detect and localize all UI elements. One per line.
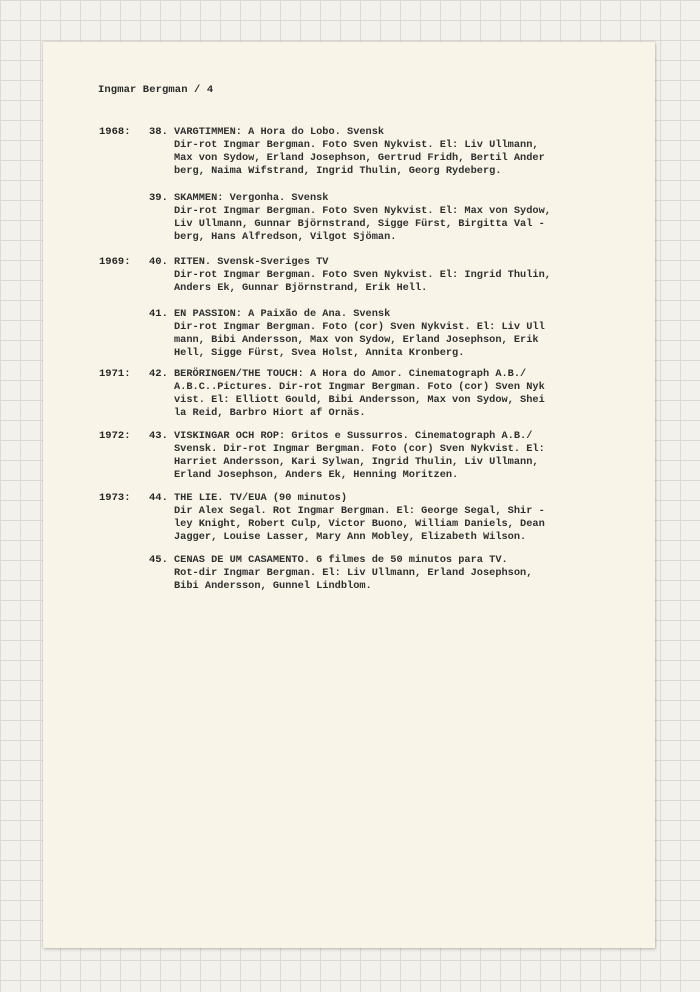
page-header: Ingmar Bergman / 4 (98, 84, 214, 96)
entry-line: SKAMMEN: Vergonha. Svensk (174, 192, 329, 204)
entry-number: 41. (149, 308, 168, 320)
entry-line: Dir-rot Ingmar Bergman. Foto (cor) Sven Nykvist. El: Liv Ull (174, 321, 545, 334)
entry-number: 39. (149, 192, 168, 204)
entry-line: RITEN. Svensk-Sveriges TV (174, 256, 329, 268)
entry-number: 45. (149, 554, 168, 566)
entry-year: 1969: (99, 256, 131, 268)
entry-line: Svensk. Dir-rot Ingmar Bergman. Foto (cor) Sven Nykvist. El: (174, 443, 545, 456)
entry-line: Dir-rot Ingmar Bergman. Foto Sven Nykvist. El: Ingrid Thulin, (174, 269, 551, 282)
entry-line: CENAS DE UM CASAMENTO. 6 filmes de 50 minutos para TV. (174, 554, 508, 566)
entry-line: Jagger, Louise Lasser, Mary Ann Mobley, Elizabeth Wilson. (174, 531, 527, 544)
entry-number: 42. (149, 368, 168, 380)
entry-line: Liv Ullmann, Gunnar Björnstrand, Sigge Fürst, Birgitta Val - (174, 218, 545, 231)
typed-document-page (43, 42, 655, 948)
entry-line: Bibi Andersson, Gunnel Lindblom. (174, 580, 372, 593)
entry-line: Dir-rot Ingmar Bergman. Foto Sven Nykvist. El: Max von Sydow, (174, 205, 551, 218)
entry-line: vist. El: Elliott Gould, Bibi Andersson, Max von Sydow, Shei (174, 394, 545, 407)
entry-line: ley Knight, Robert Culp, Victor Buono, William Daniels, Dean (174, 518, 545, 531)
entry-line: Dir-rot Ingmar Bergman. Foto Sven Nykvist. El: Liv Ullmann, (174, 139, 539, 152)
entry-line: Hell, Sigge Fürst, Svea Holst, Annita Kronberg. (174, 347, 465, 360)
entry-number: 40. (149, 256, 168, 268)
entry-line: Harriet Andersson, Kari Sylwan, Ingrid Thulin, Liv Ullmann, (174, 456, 539, 469)
entry-line: Erland Josephson, Anders Ek, Henning Moritzen. (174, 469, 459, 482)
entry-line: VISKINGAR OCH ROP: Gritos e Sussurros. Cinematograph A.B./ (174, 430, 533, 442)
entry-line: Max von Sydow, Erland Josephson, Gertrud Fridh, Bertil Ander (174, 152, 545, 165)
entry-line: BERÖRINGEN/THE TOUCH: A Hora do Amor. Cinematograph A.B./ (174, 368, 527, 380)
entry-line: berg, Naima Wifstrand, Ingrid Thulin, Georg Rydeberg. (174, 165, 502, 178)
entry-line: THE LIE. TV/EUA (90 minutos) (174, 492, 348, 504)
entry-line: Dir Alex Segal. Rot Ingmar Bergman. El: George Segal, Shir - (174, 505, 545, 518)
entry-line: Rot-dir Ingmar Bergman. El: Liv Ullmann, Erland Josephson, (174, 567, 533, 580)
entry-year: 1972: (99, 430, 131, 442)
entry-line: la Reid, Barbro Hiort af Ornäs. (174, 407, 366, 420)
entry-number: 43. (149, 430, 168, 442)
entry-line: VARGTIMMEN: A Hora do Lobo. Svensk (174, 126, 385, 138)
entry-line: EN PASSION: A Paixão de Ana. Svensk (174, 308, 391, 320)
entry-line: Anders Ek, Gunnar Björnstrand, Erik Hell. (174, 282, 428, 295)
entry-number: 38. (149, 126, 168, 138)
entry-number: 44. (149, 492, 168, 504)
entry-line: mann, Bibi Andersson, Max von Sydow, Erland Josephson, Erik (174, 334, 539, 347)
entry-line: berg, Hans Alfredson, Vilgot Sjöman. (174, 231, 397, 244)
entry-year: 1971: (99, 368, 131, 380)
entry-year: 1973: (99, 492, 131, 504)
entry-line: A.B.C..Pictures. Dir-rot Ingmar Bergman. Foto (cor) Sven Nyk (174, 381, 545, 394)
entry-year: 1968: (99, 126, 131, 138)
